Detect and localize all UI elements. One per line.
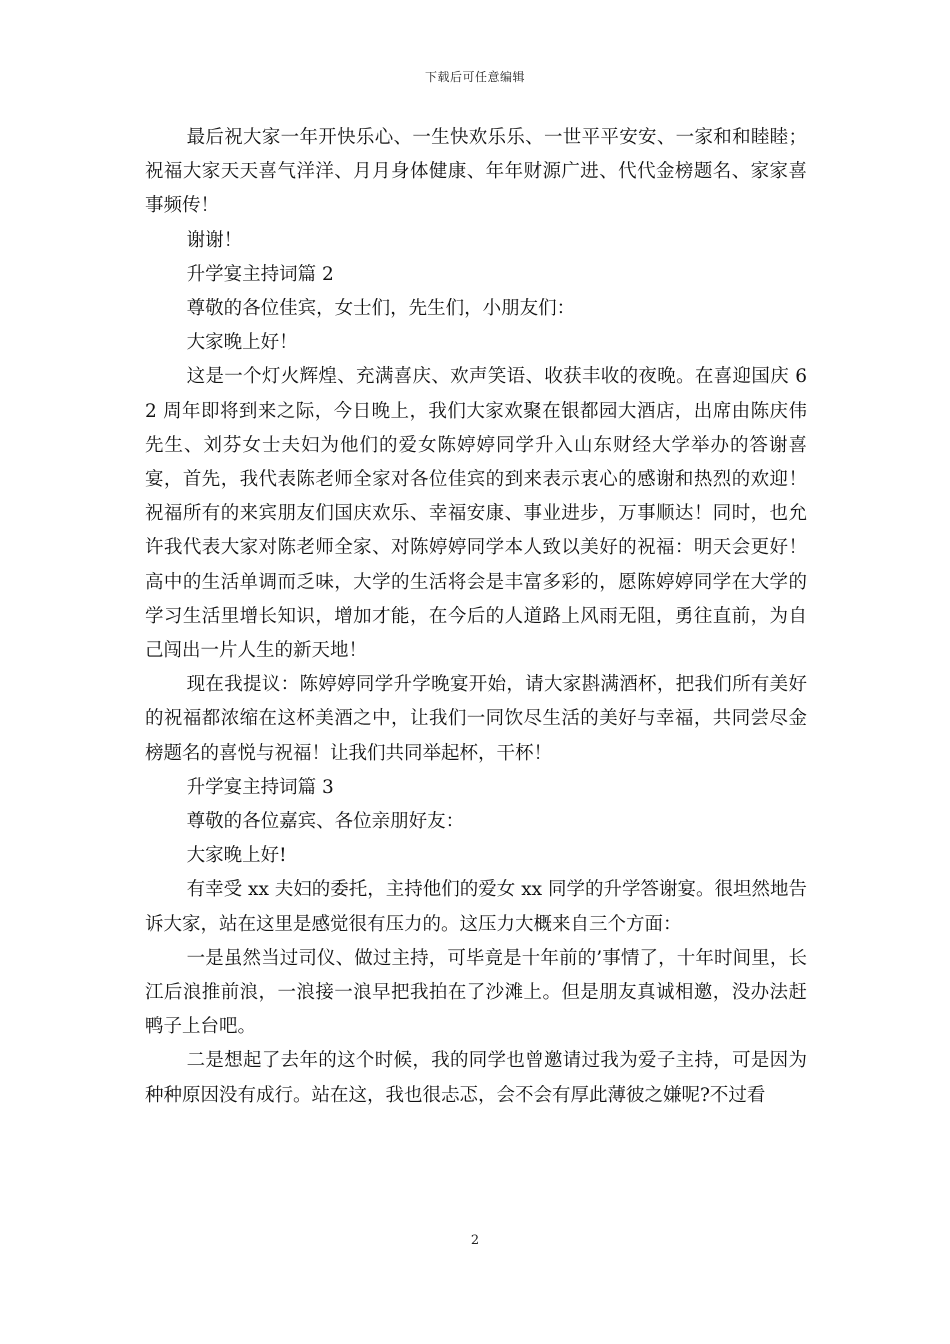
paragraph-greeting-2: 大家晚上好！	[186, 332, 298, 354]
paragraph-salutation-2: 尊敬的各位佳宾，女士们，先生们，小朋友们：	[186, 298, 576, 320]
paragraph-toast: 现在我提议：陈婷婷同学升学晚宴开始，请大家斟满酒杯，把我们所有美好的祝福都浓缩在这杯美酒之中，让我们一同饮尽生活的美好与幸福，共同尝尽金榜题名的喜悦与祝福！让我们共同举起杯，干杯！	[145, 674, 807, 764]
page-header: 下载后可任意编辑	[424, 70, 525, 84]
section-heading-3: 升学宴主持词篇 3	[186, 776, 334, 798]
paragraph-salutation-3: 尊敬的各位嘉宾、各位亲朋好友：	[186, 811, 465, 833]
section-heading-2: 升学宴主持词篇 2	[186, 263, 334, 285]
page-number: 2	[470, 1233, 480, 1248]
document-body	[145, 121, 807, 1113]
paragraph-introduction: 有幸受 xx 夫妇的委托，主持他们的爱女 xx 同学的升学答谢宴。很坦然地告诉大家，站在这里是感觉很有压力的。这压力大概来自三个方面：	[145, 879, 807, 935]
paragraph-reason-one: 一是虽然当过司仪、做过主持，可毕竟是十年前的’事情了，十年时间里，长江后浪推前浪，一浪接一浪早把我拍在了沙滩上。但是朋友真诚相邀，没办法赶鸭子上台吧。	[145, 947, 807, 1038]
paragraph-reason-two: 二是想起了去年的这个时候，我的同学也曾邀请过我为爱子主持，可是因为种种原因没有成行。站在这，我也很忐忑，会不会有厚此薄彼之嫌呢?不过看	[145, 1050, 807, 1106]
paragraph-thanks: 谢谢！	[186, 229, 243, 251]
paragraph-opening-speech: 这是一个灯火辉煌、充满喜庆、欢声笑语、收获丰收的夜晚。在喜迎国庆 62 周年即将到来之际，今日晚上，我们大家欢聚在银都园大酒店，出席由陈庆伟先生、刘芬女士夫妇为他们的爱女陈婷婷同学升入山东财经大学举办的答谢喜宴，首先，我代表陈老师全家对各位佳宾的到来表示衷心的感谢和热烈的欢迎！祝福所有的来宾朋友们国庆欢乐、幸福安康、事业进步，万事顺达！同时，也允许我代表大家对陈老师全家、对陈婷婷同学本人致以美好的祝福：明天会更好！高中的生活单调而乏味，大学的生活将会是丰富多彩的，愿陈婷婷同学在大学的学习生活里增长知识，增加才能，在今后的人道路上风雨无阻，勇往直前，为自己闯出一片人生的新天地！	[145, 366, 807, 662]
paragraph-closing-wishes: 最后祝大家一年开快乐心、一生快欢乐乐、一世平平安安、一家和和睦睦；祝福大家天天喜气洋洋、月月身体健康、年年财源广进、代代金榜题名、家家喜事频传！	[145, 127, 807, 217]
paragraph-greeting-3: 大家晚上好!	[186, 845, 287, 867]
